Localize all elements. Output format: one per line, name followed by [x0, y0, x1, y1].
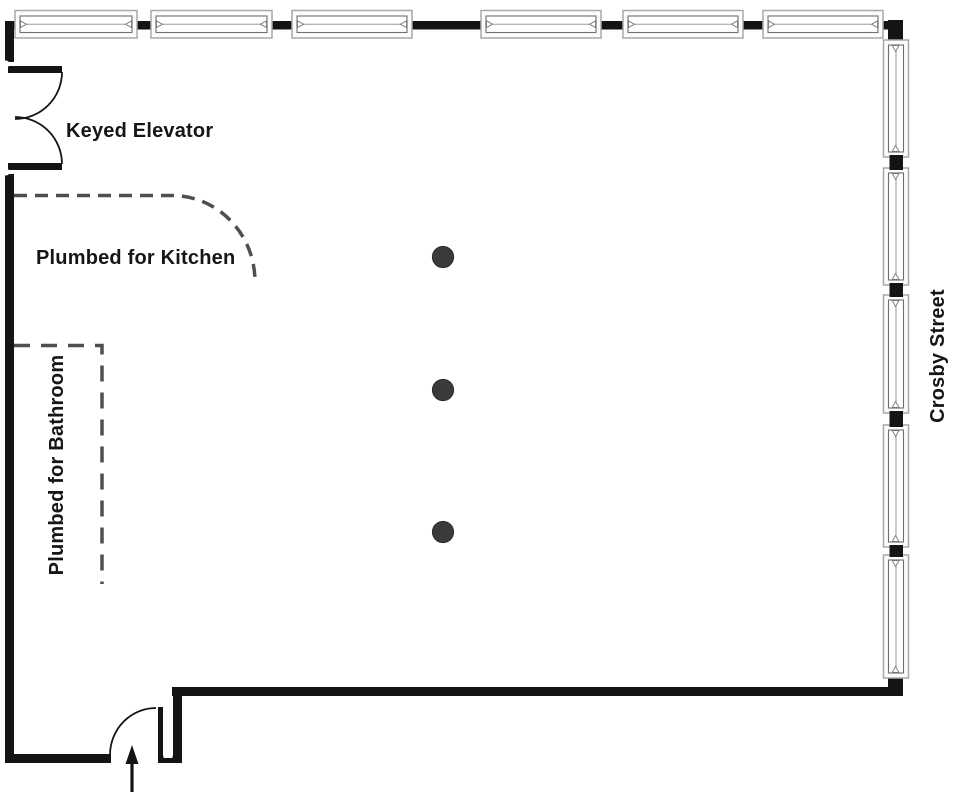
window-icon	[884, 425, 909, 547]
window-icon	[884, 295, 909, 413]
right-window-column	[884, 40, 909, 678]
crosby-street-label: Crosby Street	[927, 289, 949, 423]
plumbed-for-kitchen-label: Plumbed for Kitchen	[36, 247, 236, 269]
column-icon	[432, 521, 453, 542]
wall-stub	[890, 155, 904, 170]
wall-stub	[890, 283, 904, 297]
window-icon	[623, 11, 743, 39]
keyed-elevator-label: Keyed Elevator	[66, 120, 214, 142]
left-wall-lower	[5, 174, 14, 763]
column-icon	[432, 379, 453, 400]
structural-columns	[432, 246, 453, 542]
window-icon	[151, 11, 272, 39]
window-icon	[884, 40, 909, 157]
wall-stub	[890, 545, 904, 557]
entrance-door-icon	[110, 707, 173, 758]
window-icon	[763, 11, 883, 39]
window-icon	[884, 555, 909, 678]
window-icon	[884, 168, 909, 285]
entrance-arrow-icon	[126, 745, 139, 792]
plumbed-for-bathroom-label: Plumbed for Bathroom	[46, 354, 68, 576]
column-icon	[432, 246, 453, 267]
left-wall-upper	[5, 21, 14, 62]
entry-jamb-wall	[173, 687, 182, 763]
window-icon	[292, 11, 412, 39]
bottom-wall-lower	[5, 754, 111, 763]
window-icon	[481, 11, 601, 39]
bottom-wall-main	[172, 687, 900, 696]
wall-stub	[890, 411, 904, 427]
window-icon	[15, 11, 137, 39]
right-wall-corner-top	[888, 20, 903, 42]
elevator-door-icon	[3, 61, 63, 176]
